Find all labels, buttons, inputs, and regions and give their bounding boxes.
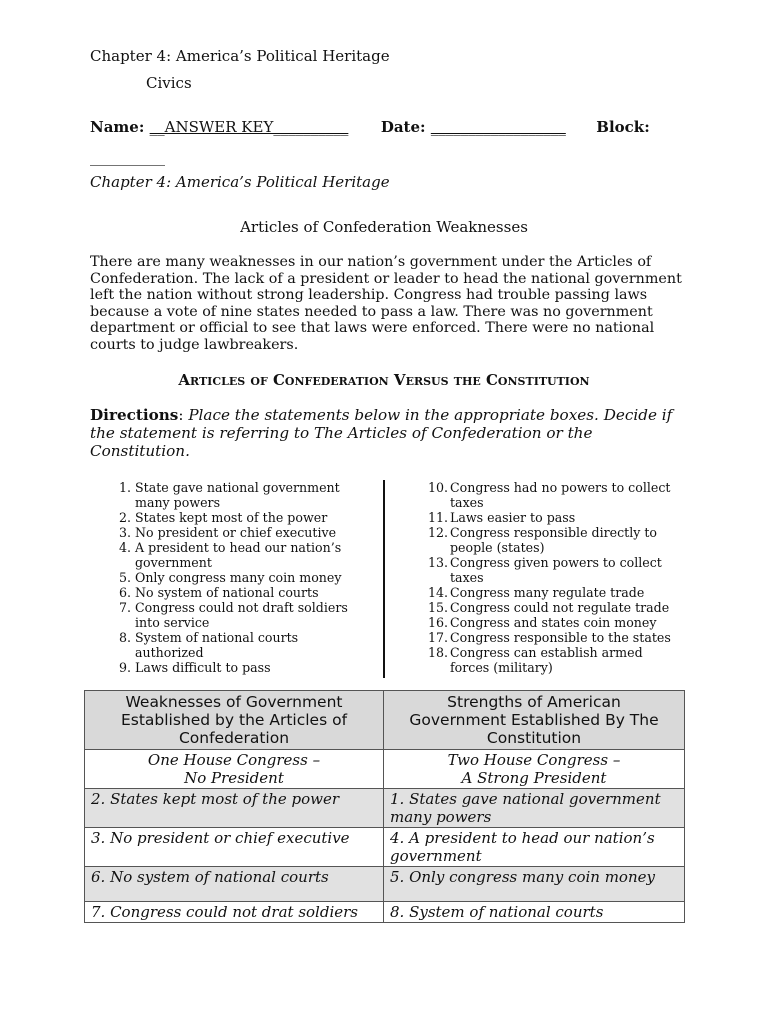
list-item: 12. Congress responsible directly to people (states) xyxy=(428,525,657,555)
directions-text: the statement is referring to The Articles of Confederation or the xyxy=(90,424,593,442)
list-item: 13. Congress given powers to collect taxes xyxy=(428,555,662,585)
directions-label: Directions xyxy=(90,406,179,424)
paragraph-line: There are many weaknesses in our nation’s government under the Articles of xyxy=(90,254,652,270)
header-weaknesses: Weaknesses of Government Established by the Articles of Confederation xyxy=(85,691,384,750)
subtitle: Chapter 4: America’s Political Heritage xyxy=(90,173,390,191)
directions-text: Constitution. xyxy=(90,442,190,460)
list-item: 4. A president to head our nation’s government xyxy=(118,540,342,570)
list-item: 10. Congress had no powers to collect taxes xyxy=(428,480,671,510)
table-header-row xyxy=(85,691,685,750)
list-item: 5. Only congress many coin money xyxy=(118,570,342,585)
block-field[interactable]: __________ xyxy=(90,148,165,166)
table-cell: 7. Congress could not drat soldiers xyxy=(85,902,384,923)
list-item: 1. State gave national government many powers xyxy=(118,480,340,510)
table-subheader-row xyxy=(85,750,685,789)
table-row xyxy=(85,828,685,867)
paragraph-line: Confederation. The lack of a president or leader to head the national government xyxy=(90,270,682,287)
table-cell: 6. No system of national courts xyxy=(85,867,384,902)
directions: Directions: Place the statements below in the appropriate boxes. Decide if the statement is referring to The Articles of Confederation or the Constitution. xyxy=(90,406,690,460)
list-item: 6. No system of national courts xyxy=(118,585,319,600)
statements-list-left xyxy=(111,480,381,675)
date-field[interactable]: __________________ xyxy=(430,118,566,136)
table-cell: 4. A president to head our nation’s government xyxy=(384,828,685,867)
block-label: Block: xyxy=(596,118,650,136)
paragraph-line: because a vote of nine states needed to pass a law. There was no government xyxy=(90,303,653,320)
subheader-left: One House Congress – No President xyxy=(85,750,384,789)
list-item: 7. Congress could not draft soldiers into service xyxy=(118,600,348,630)
section-title-weaknesses: Articles of Confederation Weaknesses xyxy=(240,218,528,236)
weaknesses-paragraph xyxy=(90,254,680,354)
list-item: 17. Congress responsible to the states xyxy=(428,630,671,645)
list-item: 8. System of national courts authorized xyxy=(118,630,299,660)
list-item: 2. States kept most of the power xyxy=(118,510,328,525)
header-strengths: Strengths of American Government Established By The Constitution xyxy=(384,691,685,750)
table-cell: 2. States kept most of the power xyxy=(85,789,384,828)
list-item: 16. Congress and states coin money xyxy=(428,615,657,630)
paragraph-line: left the nation without strong leadership. Congress had trouble passing laws xyxy=(90,287,648,304)
table-row xyxy=(85,789,685,828)
table-cell: 3. No president or chief executive xyxy=(85,828,384,867)
table-row xyxy=(85,902,685,923)
table-row xyxy=(85,867,685,902)
list-item: 3. No president or chief executive xyxy=(118,525,337,540)
statements-list-right xyxy=(428,480,688,675)
directions-text: Place the statements below in the appropriate boxes. Decide if xyxy=(188,406,673,424)
student-info-row xyxy=(90,118,650,136)
list-item: 14. Congress many regulate trade xyxy=(428,585,645,600)
chapter-header: Chapter 4: America’s Political Heritage xyxy=(90,47,390,65)
table-cell: 8. System of national courts xyxy=(384,902,685,923)
list-item: 9. Laws difficult to pass xyxy=(118,660,271,675)
section-title-versus: Articles of Confederation Versus the Constitution xyxy=(178,371,590,389)
table-cell: 1. States gave national government many powers xyxy=(384,789,685,828)
table-cell: 5. Only congress many coin money xyxy=(384,867,685,902)
column-divider xyxy=(383,480,385,678)
course-label: Civics xyxy=(146,74,192,92)
name-field[interactable]: __ANSWER KEY__________ xyxy=(149,118,349,136)
list-item: 11. Laws easier to pass xyxy=(428,510,576,525)
date-label: Date: xyxy=(380,118,426,136)
paragraph-line: courts to judge lawbreakers. xyxy=(90,336,299,353)
answer-table xyxy=(84,690,685,923)
paragraph-line: department or official to see that laws were enforced. There were no national xyxy=(90,320,655,337)
list-item: 18. Congress can establish armed forces (military) xyxy=(428,645,643,675)
name-label: Name: xyxy=(90,118,145,136)
subheader-right: Two House Congress – A Strong President xyxy=(384,750,685,789)
list-item: 15. Congress could not regulate trade xyxy=(428,600,670,615)
